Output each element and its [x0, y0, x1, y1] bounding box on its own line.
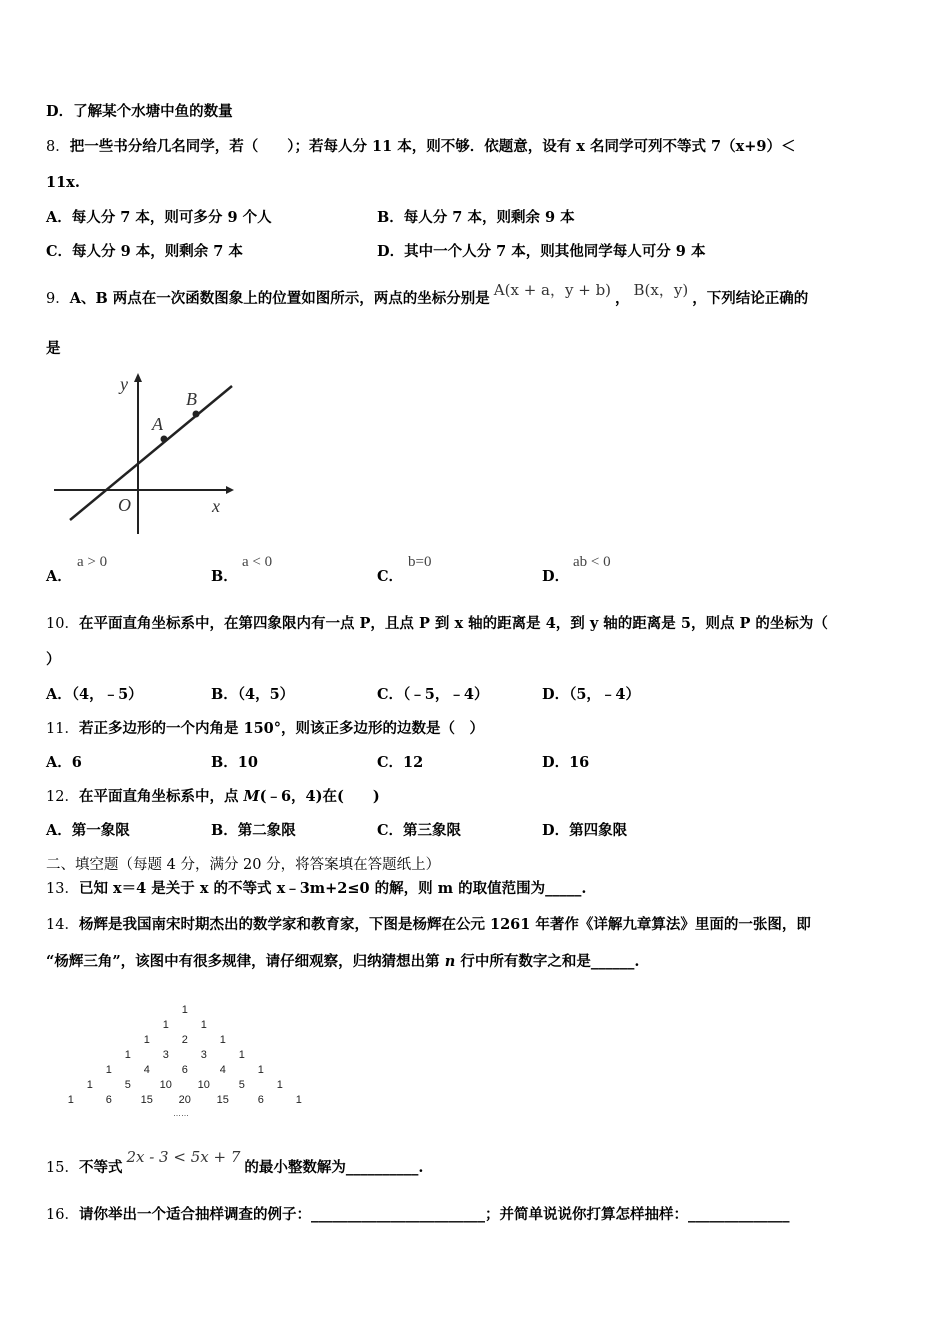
triangle-number: 10	[159, 1079, 172, 1091]
q15-text-post: 的最小整数解为__________.	[244, 1159, 424, 1176]
q11-option-a: A．6	[46, 754, 82, 771]
q10-option-a: A．（4，﹣5）	[46, 686, 143, 703]
triangle-number: 6	[257, 1094, 264, 1106]
q9-option-d-value: ab < 0	[573, 554, 611, 570]
q10-option-b: B．（4，5）	[211, 686, 295, 703]
q9-stem-cont: 是	[46, 340, 61, 357]
label-y: y	[120, 374, 128, 394]
triangle-number: 1	[238, 1049, 245, 1061]
function-line	[70, 386, 232, 520]
q9-sep: ，	[615, 290, 630, 307]
q12-option-c: C．第三象限	[377, 822, 462, 839]
q8-option-d: D．其中一个人分 7 本，则其他同学每人可分 9 本	[377, 243, 706, 260]
triangle-ellipsis: ……	[173, 1109, 189, 1118]
q14-number: 14．	[46, 917, 79, 933]
q9-coord-a: A(x + a，y + b)	[493, 281, 612, 299]
y-axis-arrow-icon	[134, 373, 142, 382]
q9-text-b: ，下列结论正确的	[692, 290, 809, 307]
triangle-number: 1	[295, 1094, 302, 1106]
q12-option-a: A．第一象限	[46, 822, 130, 839]
q8-stem-cont: 11x.	[46, 174, 80, 191]
q10-text: 在平面直角坐标系中，在第四象限内有一点 P，且点 P 到 x 轴的距离是 4，到 y 轴的距离是 5，则点 P 的坐标为（	[78, 615, 828, 632]
q13-stem	[46, 879, 586, 899]
q9-option-c-value: b=0	[408, 554, 432, 570]
section-2-title: 二、填空题（每题 4 分，满分 20 分，将答案填在答题纸上）	[46, 857, 441, 873]
q9-stem	[46, 281, 809, 309]
label-b: B	[186, 389, 197, 409]
triangle-number: 3	[200, 1049, 207, 1061]
q9-option-a-letter: A．	[46, 568, 72, 585]
q12-stem	[46, 787, 380, 807]
q11-number: 11．	[46, 721, 79, 737]
triangle-number: 4	[143, 1064, 150, 1076]
q9-option-b-value: a < 0	[242, 554, 273, 570]
q8-text: 把一些书分给几名同学，若（ ）；若每人分 11 本，则不够．依题意，设有 x 名同学可列不等式 7（x+9）＜	[69, 138, 796, 155]
triangle-number: 6	[105, 1094, 112, 1106]
triangle-number: 20	[178, 1094, 191, 1106]
q8-option-c: C．每人分 9 本，则剩余 7 本	[46, 243, 243, 260]
q15-text-pre: 不等式	[78, 1159, 123, 1176]
q8-stem	[46, 137, 796, 157]
q14-stem	[46, 915, 811, 935]
q8-option-b: B．每人分 7 本，则剩余 9 本	[377, 209, 575, 226]
triangle-number: 1	[86, 1079, 93, 1091]
triangle-number: 1	[181, 1004, 188, 1016]
q9-text-a: A、B 两点在一次函数图象上的位置如图所示，两点的坐标分别是	[69, 290, 490, 307]
point-a	[161, 436, 168, 443]
q16-text: 请你举出一个适合抽样调查的例子：________________________；并简单说说你打算怎样抽样：______________	[78, 1206, 790, 1223]
triangle-number: 1	[124, 1049, 131, 1061]
q9-option-d-letter: D．	[542, 568, 570, 585]
q9-option-c-letter: C．	[377, 568, 404, 585]
triangle-number: 5	[238, 1079, 245, 1091]
q12-text-post: (﹣6，4)在( )	[259, 788, 380, 805]
q14-text: 杨辉是我国南宋时期杰出的数学家和教育家，下图是杨辉在公元 1261 年著作《详解九章算法》里面的一张图，即	[78, 916, 811, 933]
q12-number: 12．	[46, 789, 79, 805]
q16-number: 16．	[46, 1207, 79, 1223]
triangle-number: 1	[200, 1019, 207, 1031]
q10-stem-cont: ）	[46, 651, 61, 668]
q9-option-a-value: a > 0	[77, 554, 108, 570]
q12-point-m: M	[243, 788, 260, 805]
triangle-number: 10	[197, 1079, 210, 1091]
q14-stem-cont	[46, 952, 639, 972]
q12-text-pre: 在平面直角坐标系中，点	[78, 788, 244, 805]
q14-n: n	[444, 953, 456, 970]
triangle-number: 15	[216, 1094, 229, 1106]
q10-stem	[46, 614, 828, 634]
label-origin: O	[118, 495, 131, 515]
q8-option-a: A．每人分 7 本，则可多分 9 个人	[46, 209, 272, 226]
triangle-number: 2	[181, 1034, 188, 1046]
triangle-number: 5	[124, 1079, 131, 1091]
triangle-number: 1	[219, 1034, 226, 1046]
triangle-number: 3	[162, 1049, 169, 1061]
q14-text2-post: 行中所有数字之和是______.	[455, 953, 640, 970]
label-x: x	[212, 496, 220, 516]
triangle-number: 15	[140, 1094, 153, 1106]
q15-inequality: 2x - 3 < 5x + 7	[126, 1148, 241, 1166]
triangle-number: 1	[67, 1094, 74, 1106]
q15-number: 15．	[46, 1160, 79, 1176]
q11-option-c: C．12	[377, 754, 424, 771]
q10-option-c: C．（﹣5，﹣4）	[377, 686, 489, 703]
q11-option-b: B．10	[211, 754, 258, 771]
q7-option-d: D．了解某个水塘中鱼的数量	[46, 103, 233, 120]
q9-coord-b: B(x，y)	[633, 281, 689, 299]
triangle-number: 4	[219, 1064, 226, 1076]
q10-number: 10．	[46, 616, 79, 632]
yanghui-triangle	[60, 1000, 320, 1120]
q13-number: 13．	[46, 881, 79, 897]
q11-stem	[46, 719, 484, 739]
q9-option-b-letter: B．	[211, 568, 238, 585]
point-b	[193, 411, 200, 418]
q12-option-b: B．第二象限	[211, 822, 296, 839]
q16-stem	[46, 1205, 789, 1225]
triangle-number: 1	[257, 1064, 264, 1076]
triangle-number: 1	[105, 1064, 112, 1076]
triangle-number: 6	[181, 1064, 188, 1076]
label-a: A	[152, 414, 163, 434]
q14-text2-pre: “杨辉三角”，该图中有很多规律，请仔细观察，归纳猜想出第	[46, 953, 445, 970]
q9-graph	[50, 368, 240, 538]
triangle-number: 1	[143, 1034, 150, 1046]
x-axis-arrow-icon	[226, 486, 234, 494]
q9-number: 9．	[46, 291, 70, 307]
q15-stem	[46, 1148, 424, 1178]
q8-number: 8．	[46, 139, 70, 155]
triangle-number: 1	[162, 1019, 169, 1031]
q12-option-d: D．第四象限	[542, 822, 628, 839]
q11-option-d: D．16	[542, 754, 590, 771]
q11-text: 若正多边形的一个内角是 150°，则该正多边形的边数是（ ）	[78, 720, 485, 737]
q10-option-d: D．（5，﹣4）	[542, 686, 641, 703]
triangle-number: 1	[276, 1079, 283, 1091]
q13-text: 已知 x＝4 是关于 x 的不等式 x﹣3m+2≤0 的解，则 m 的取值范围为_____.	[78, 880, 587, 897]
